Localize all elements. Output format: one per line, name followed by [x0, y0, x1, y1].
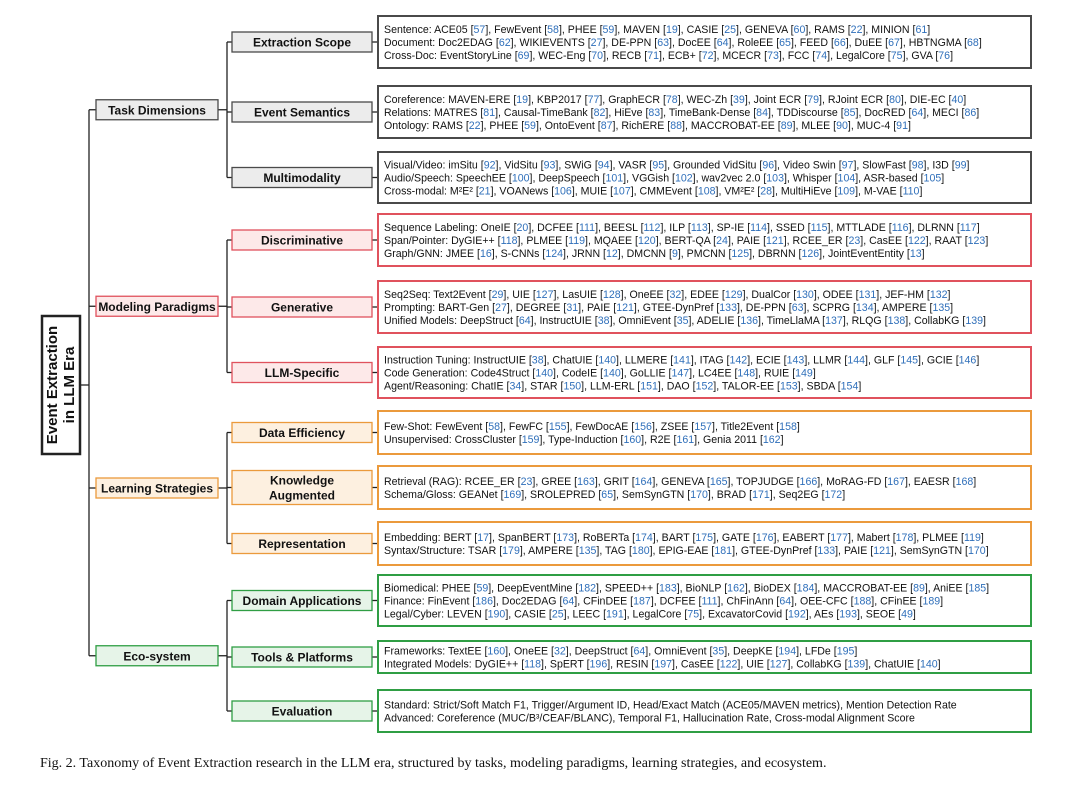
category-label: Multimodality	[263, 171, 341, 185]
leaf-line: Unified Models: DeepStruct [64], InstructUIE [38], OmniEvent [35], ADELIE [136], TimeLlaMA [137], RLQG [138], CollabKG [139]	[384, 315, 986, 327]
leaf-line: Seq2Seq: Text2Event [29], UIE [127], LasUIE [128], OneEE [32], EDEE [129], DualCor [130], ODEE [131], JEF-HM [132]	[384, 289, 951, 301]
category-label: Data Efficiency	[258, 426, 346, 440]
leaf-line: Integrated Models: DyGIE++ [118], SpERT [196], RESIN [197], CasEE [122], UIE [127], CollabKG [139], ChatUIE [140]	[384, 658, 941, 671]
leaf-line: Visual/Video: imSitu [92], VidSitu [93], SWiG [94], VASR [95], Grounded VidSitu [96], Video Swin [97], SlowFast [98], I3D [99]	[384, 159, 970, 172]
leaf-line: Coreference: MAVEN-ERE [19], KBP2017 [77], GraphECR [78], WEC-Zh [39], Joint ECR [79], RJoint ECR [80], DIE-EC [40]	[384, 94, 967, 106]
category-label: Knowledge	[269, 473, 335, 488]
figure-caption: Fig. 2. Taxonomy of Event Extraction research in the LLM era, structured by tasks, modeling paradigms, learning strategies, and ecosystem.	[40, 756, 827, 771]
leaf-line: Embedding: BERT [17], SpanBERT [173], RoBERTa [174], BART [175], GATE [176], EABERT [177], Mabert [178], PLMEE [119]	[384, 532, 984, 544]
leaf-line: Retrieval (RAG): RCEE_ER [23], GREE [163], GRIT [164], GENEVA [165], TOPJUDGE [166], MoRAG-FD [167], EAESR [168]	[384, 476, 977, 488]
category-label: LLM-Specific	[264, 366, 340, 380]
leaf-line: Relations: MATRES [81], Causal-TimeBank [82], HiEve [83], TimeBank-Dense [84], TDDiscourse [85], DocRED [64], MECI [86]	[384, 107, 980, 119]
leaf-line: Cross-Doc: EventStoryLine [69], WEC-Eng [70], RECB [71], ECB+ [72], MCECR [73], FCC [74], LegalCore [75], GVA [76]	[384, 50, 954, 62]
leaf-line: Code Generation: Code4Struct [140], CodeIE [140], GoLLIE [147], LC4EE [148], RUIE [149]	[384, 367, 816, 380]
leaf-line: Advanced: Coreference (MUC/B³/CEAF/BLANC), Temporal F1, Hallucination Rate, Cross-modal Alignment Score	[384, 712, 915, 725]
leaf-line: Graph/GNN: JMEE [16], S-CNNs [124], JRNN [12], DMCNN [9], PMCNN [125], DBRNN [126], JointEventEntity [13]	[384, 248, 925, 260]
leaf-line: Span/Pointer: DyGIE++ [118], PLMEE [119], MQAEE [120], BERT-QA [24], PAIE [121], RCEE_ER [23], CasEE [122], RAAT [123]	[384, 235, 989, 247]
category-label: Evaluation	[271, 704, 333, 719]
leaf-line: Biomedical: PHEE [59], DeepEventMine [182], SPEED++ [183], BioNLP [162], BioDEX [184], MACCROBAT-EE [89], AniEE [185]	[384, 582, 990, 595]
leaf-line: Instruction Tuning: InstructUIE [38], ChatUIE [140], LLMERE [141], ITAG [142], ECIE [143], LLMR [144], GLF [145], GCIE [146]	[384, 354, 980, 367]
leaf-line: Legal/Cyber: LEVEN [190], CASIE [25], LEEC [191], LegalCore [75], ExcavatorCovid [192], AEs [193], SEOE [49]	[384, 608, 916, 621]
group-label: Learning Strategies	[100, 481, 214, 496]
category-label: Generative	[270, 300, 334, 315]
root-node	[42, 316, 80, 454]
leaf-line: Few-Shot: FewEvent [58], FewFC [155], FewDocAE [156], ZSEE [157], Title2Event [158]	[384, 421, 800, 433]
leaf-line: Syntax/Structure: TSAR [179], AMPERE [135], TAG [180], EPIG-EAE [181], GTEE-DynPref [133], PAIE [121], SemSynGTN [170]	[384, 545, 989, 557]
category-label: Extraction Scope	[252, 35, 352, 50]
leaf-line: Finance: FinEvent [186], Doc2EDAG [64], CFinDEE [187], DCFEE [111], ChFinAnn [64], OEE-CFC [188], CFinEE [189]	[384, 595, 944, 608]
taxonomy-nodes	[96, 16, 1031, 732]
leaf-line: Frameworks: TextEE [160], OneEE [32], DeepStruct [64], OmniEvent [35], DeepKE [194], LFDe [195]	[384, 645, 858, 658]
category-label: Discriminative	[260, 233, 344, 248]
leaf-line: Sentence: ACE05 [57], FewEvent [58], PHEE [59], MAVEN [19], CASIE [25], GENEVA [60], RAMS [22], MINION [61]	[384, 24, 931, 36]
leaf-line: Agent/Reasoning: ChatIE [34], STAR [150], LLM-ERL [151], DAO [152], TALOR-EE [153], SBDA [154]	[384, 380, 862, 393]
leaf-line: Schema/Gloss: GEANet [169], SROLEPRED [65], SemSynGTN [170], BRAD [171], Seq2EG [172]	[384, 489, 846, 501]
category-label: Domain Applications	[242, 594, 362, 608]
root-title: Event Extraction	[44, 325, 61, 445]
leaf-line: Prompting: BART-Gen [27], DEGREE [31], PAIE [121], GTEE-DynPref [133], DE-PPN [63], SCPRG [134], AMPERE [135]	[384, 302, 954, 314]
leaf-line: Document: Doc2EDAG [62], WIKIEVENTS [27], DE-PPN [63], DocEE [64], RoleEE [65], FEED [66], DuEE [67], HBTNGMA [68]	[384, 37, 982, 49]
group-label: Eco-system	[123, 649, 191, 664]
root-subtitle: in LLM Era	[61, 346, 78, 424]
leaf-line: Cross-modal: M²E² [21], VOANews [106], MUIE [107], CMMEvent [108], VM²E² [28], MultiHiEve [109], M-VAE [110]	[384, 185, 923, 198]
leaf-line: Audio/Speech: SpeechEE [100], DeepSpeech [101], VGGish [102], wav2vec 2.0 [103], Whisper [104], ASR-based [105]	[384, 172, 945, 185]
category-label: Tools & Platforms	[251, 650, 353, 665]
leaf-line: Sequence Labeling: OneIE [20], DCFEE [111], BEESL [112], ILP [113], SP-IE [114], SSED [115], MTTLADE [116], DLRNN [117]	[384, 222, 980, 234]
leaf-line: Unsupervised: CrossCluster [159], Type-Induction [160], R2E [161], Genia 2011 [162]	[384, 434, 784, 446]
category-label-line2: Augmented	[269, 488, 335, 503]
category-label: Representation	[258, 537, 346, 551]
group-label: Task Dimensions	[108, 103, 206, 118]
leaf-line: Standard: Strict/Soft Match F1, Trigger/Argument ID, Head/Exact Match (ACE05/MAVEN metrics), Mention Detection Rate	[384, 699, 957, 712]
group-label: Modeling Paradigms	[98, 299, 216, 314]
leaf-line: Ontology: RAMS [22], PHEE [59], OntoEvent [87], RichERE [88], MACCROBAT-EE [89], MLEE [90], MUC-4 [91]	[384, 120, 911, 132]
category-label: Event Semantics	[253, 105, 351, 120]
